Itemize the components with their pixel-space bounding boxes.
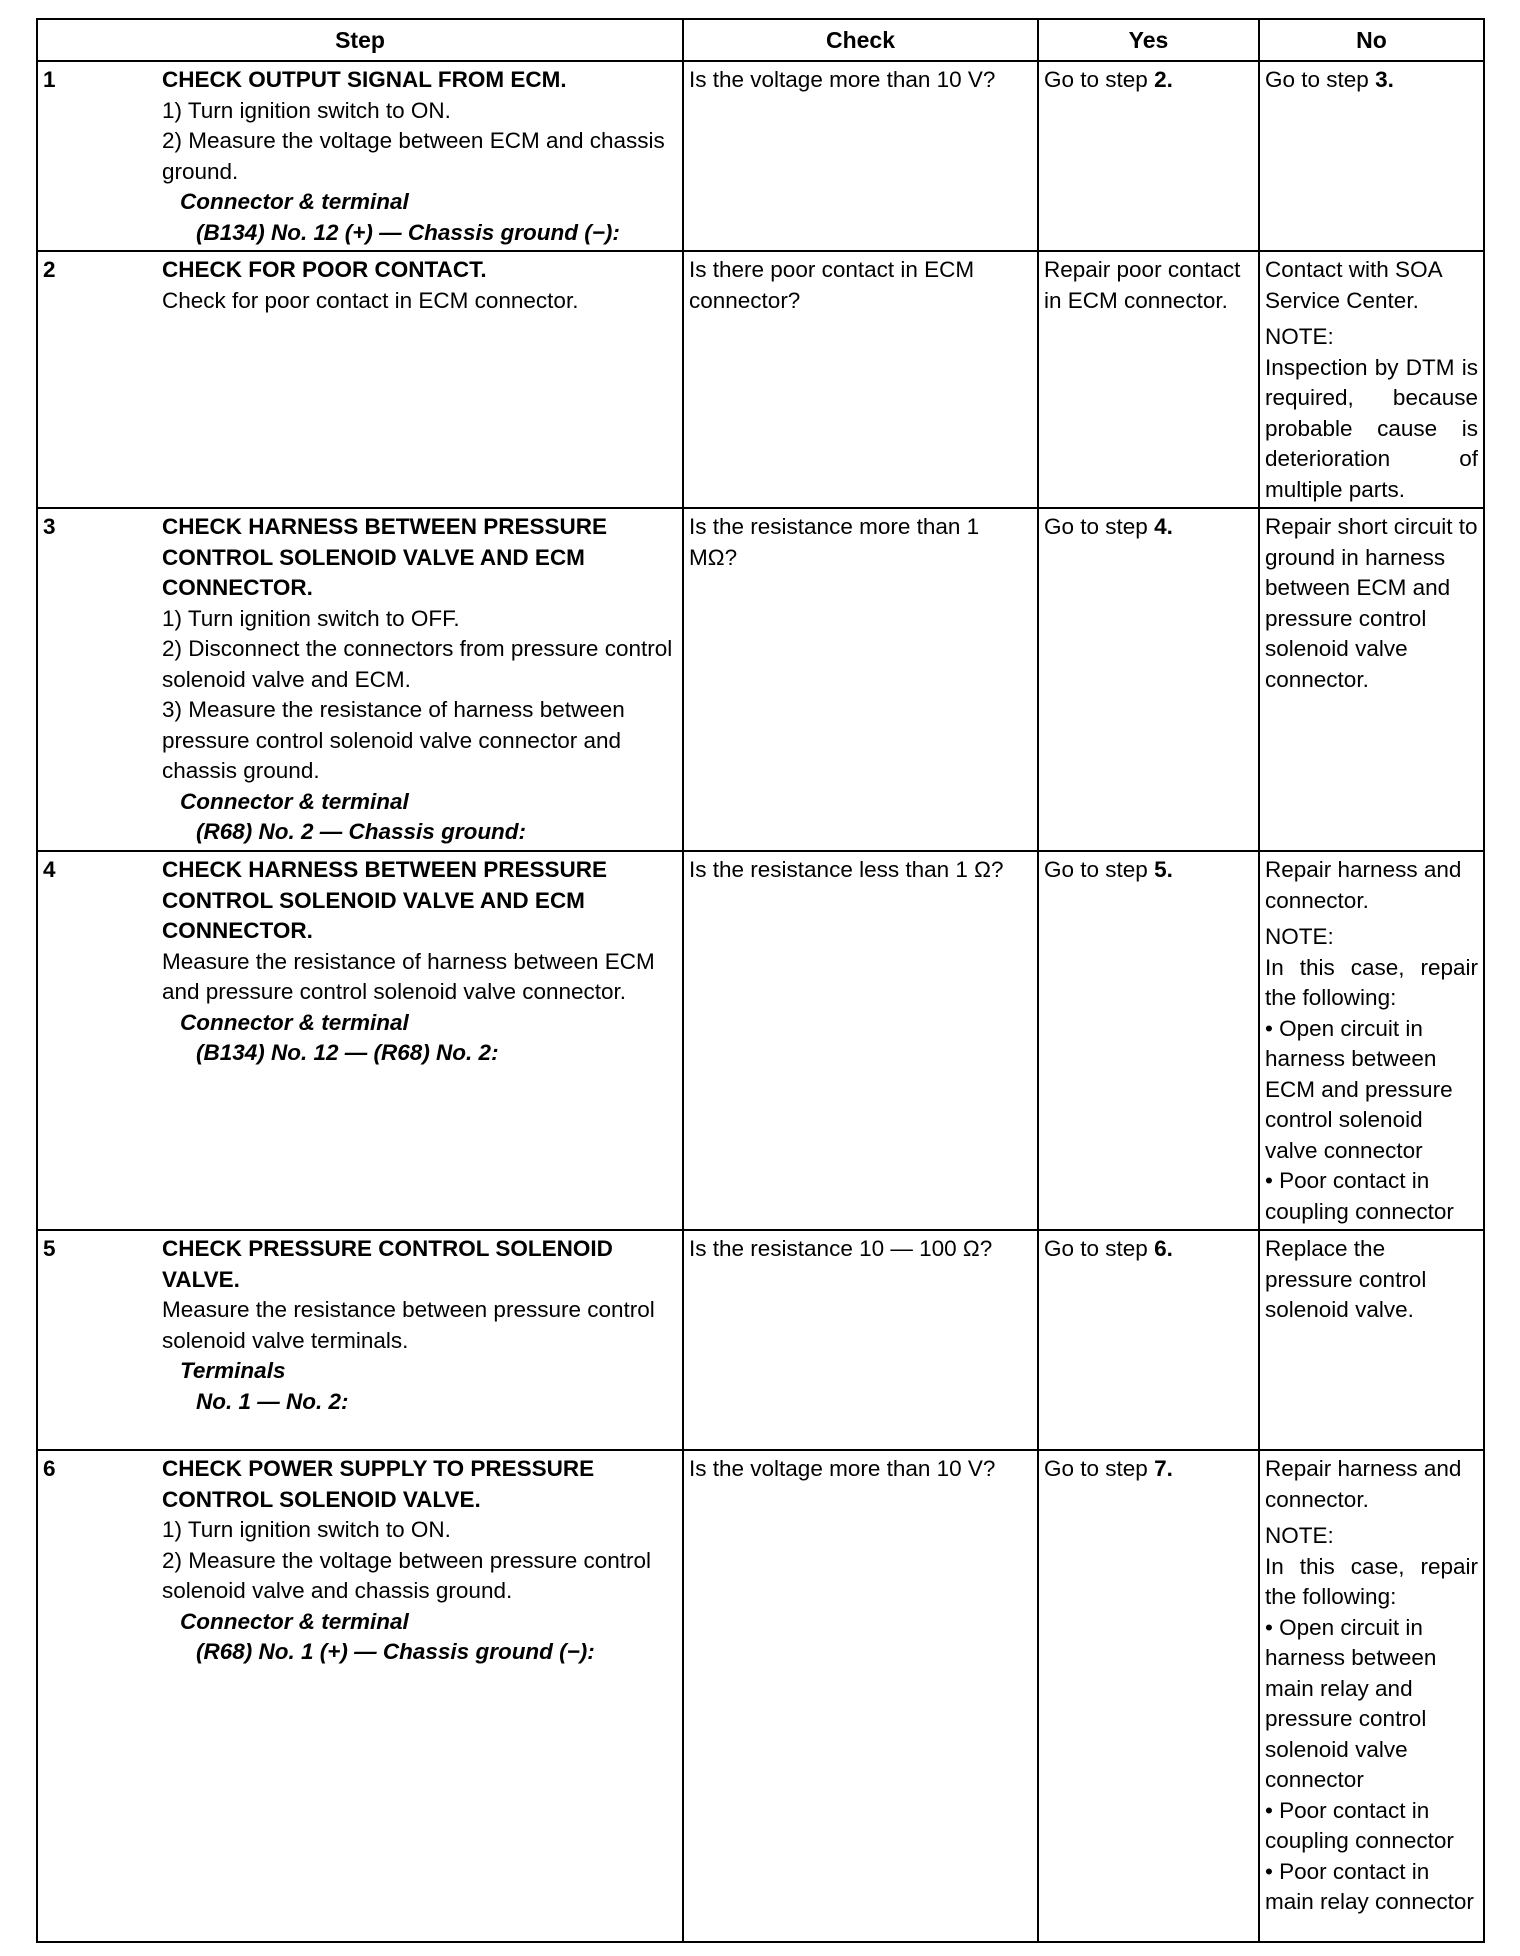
step-number: 4 <box>43 857 56 882</box>
table-row <box>37 61 1484 251</box>
yes-cell: Repair poor contact in ECM connector. <box>1038 251 1259 508</box>
yes-cell <box>1038 1450 1259 1942</box>
step-instruction: 1) Turn ignition switch to ON. <box>162 1517 451 1542</box>
connector-terminal-value: (R68) No. 2 — Chassis ground: <box>196 819 527 844</box>
header-row <box>37 19 1484 61</box>
no-text: Repair harness and connector. <box>1265 1456 1462 1512</box>
step-instruction: Measure the resistance between pressure control solenoid valve terminals. <box>162 1297 655 1353</box>
connector-terminal-value: (R68) No. 1 (+) — Chassis ground (−): <box>196 1639 595 1664</box>
no-cell <box>1259 851 1484 1230</box>
no-text: Repair harness and connector. <box>1265 857 1462 913</box>
step-title: CHECK PRESSURE CONTROL SOLENOID VALVE. <box>162 1236 613 1292</box>
yes-cell <box>1038 508 1259 851</box>
yes-step: 4. <box>1154 514 1173 539</box>
step-cell <box>37 1450 683 1942</box>
note-text: Inspection by DTM is required, because probable cause is deterioration of multiple parts. <box>1265 354 1478 502</box>
no-cell: Repair short circuit to ground in harness between ECM and pressure control solenoid valve connector. <box>1259 508 1484 851</box>
table-row <box>37 851 1484 1230</box>
yes-step: 5. <box>1154 857 1173 882</box>
no-text: Go to step <box>1265 67 1376 92</box>
yes-text: Go to step <box>1044 1456 1155 1481</box>
no-step: 3. <box>1375 67 1394 92</box>
check-cell: Is there poor contact in ECM connector? <box>683 251 1038 508</box>
check-cell: Is the resistance 10 — 100 Ω? <box>683 1230 1038 1450</box>
step-cell <box>37 508 683 851</box>
step-number: 2 <box>43 257 56 282</box>
yes-cell <box>1038 61 1259 251</box>
step-instruction: 1) Turn ignition switch to ON. <box>162 97 451 123</box>
step-number: 3 <box>43 514 56 539</box>
table-row <box>37 508 1484 851</box>
connector-terminal-value: (B134) No. 12 — (R68) No. 2: <box>196 1040 499 1065</box>
no-cell: Replace the pressure control solenoid valve. <box>1259 1230 1484 1450</box>
step-number: 5 <box>43 1236 56 1261</box>
note-label: NOTE: <box>1265 1523 1334 1548</box>
header-check: Check <box>683 19 1038 61</box>
yes-text: Go to step <box>1044 67 1155 92</box>
step-cell <box>37 251 683 508</box>
note-bullet: • Open circuit in harness between main relay and pressure control solenoid valve connector <box>1265 1614 1437 1792</box>
step-number: 1 <box>43 67 56 92</box>
step-cell <box>37 851 683 1230</box>
terminals-value: No. 1 — No. 2: <box>196 1388 349 1414</box>
note-bullet: • Open circuit in harness between ECM and pressure control solenoid valve connector <box>1265 1015 1453 1163</box>
step-title: CHECK POWER SUPPLY TO PRESSURE CONTROL SOLENOID VALVE. <box>162 1456 595 1512</box>
yes-step: 2. <box>1154 67 1173 92</box>
yes-step: 7. <box>1154 1456 1173 1481</box>
step-title: CHECK OUTPUT SIGNAL FROM ECM. <box>162 67 567 92</box>
connector-terminal-label: Connector & terminal <box>180 189 409 214</box>
step-cell <box>37 1230 683 1450</box>
yes-cell <box>1038 1230 1259 1450</box>
table-row <box>37 1450 1484 1942</box>
note-text: In this case, repair the following: <box>1265 1553 1478 1609</box>
header-no: No <box>1259 19 1484 61</box>
check-cell: Is the resistance more than 1 MΩ? <box>683 508 1038 851</box>
note-text: In this case, repair the following: <box>1265 954 1478 1010</box>
terminals-label: Terminals <box>180 1358 286 1383</box>
step-instruction: 1) Turn ignition switch to OFF. <box>162 605 460 631</box>
no-cell <box>1259 61 1484 251</box>
step-title: CHECK HARNESS BETWEEN PRESSURE CONTROL SOLENOID VALVE AND ECM CONNECTOR. <box>162 857 608 943</box>
connector-terminal-value: (B134) No. 12 (+) — Chassis ground (−): <box>196 219 620 245</box>
header-step: Step <box>37 19 683 61</box>
yes-cell <box>1038 851 1259 1230</box>
no-cell <box>1259 251 1484 508</box>
step-instruction: Check for poor contact in ECM connector. <box>162 287 579 313</box>
note-bullet: • Poor contact in coupling connector <box>1265 1168 1454 1224</box>
note-bullet: • Poor contact in main relay connector <box>1265 1858 1474 1914</box>
step-instruction: 2) Measure the voltage between ECM and chassis ground. <box>162 128 665 184</box>
step-instruction: Measure the resistance of harness between ECM and pressure control solenoid valve connector. <box>162 948 655 1004</box>
step-instruction: 2) Measure the voltage between pressure control solenoid valve and chassis ground. <box>162 1547 652 1603</box>
step-number: 6 <box>43 1456 56 1481</box>
connector-terminal-label: Connector & terminal <box>180 788 409 814</box>
step-title: CHECK HARNESS BETWEEN PRESSURE CONTROL SOLENOID VALVE AND ECM CONNECTOR. <box>162 514 608 600</box>
note-label: NOTE: <box>1265 324 1334 349</box>
header-yes: Yes <box>1038 19 1259 61</box>
connector-terminal-label: Connector & terminal <box>180 1009 409 1035</box>
check-cell: Is the resistance less than 1 Ω? <box>683 851 1038 1230</box>
step-instruction: 3) Measure the resistance of harness between pressure control solenoid valve connector and chassis ground. <box>162 697 625 783</box>
step-instruction: 2) Disconnect the connectors from pressure control solenoid valve and ECM. <box>162 636 673 692</box>
diagnostic-table <box>36 18 1485 1943</box>
step-title: CHECK FOR POOR CONTACT. <box>162 257 487 282</box>
diagnostic-procedure-sheet <box>36 18 1483 1943</box>
no-text: Contact with SOA Service Center. <box>1265 257 1442 313</box>
step-cell <box>37 61 683 251</box>
check-cell: Is the voltage more than 10 V? <box>683 61 1038 251</box>
table-row <box>37 251 1484 508</box>
connector-terminal-label: Connector & terminal <box>180 1608 409 1634</box>
yes-step: 6. <box>1154 1236 1173 1261</box>
note-label: NOTE: <box>1265 924 1334 949</box>
yes-text: Go to step <box>1044 857 1155 882</box>
no-cell <box>1259 1450 1484 1942</box>
check-cell: Is the voltage more than 10 V? <box>683 1450 1038 1942</box>
yes-text: Go to step <box>1044 514 1155 539</box>
table-row <box>37 1230 1484 1450</box>
yes-text: Go to step <box>1044 1236 1155 1261</box>
note-bullet: • Poor contact in coupling connector <box>1265 1797 1454 1853</box>
